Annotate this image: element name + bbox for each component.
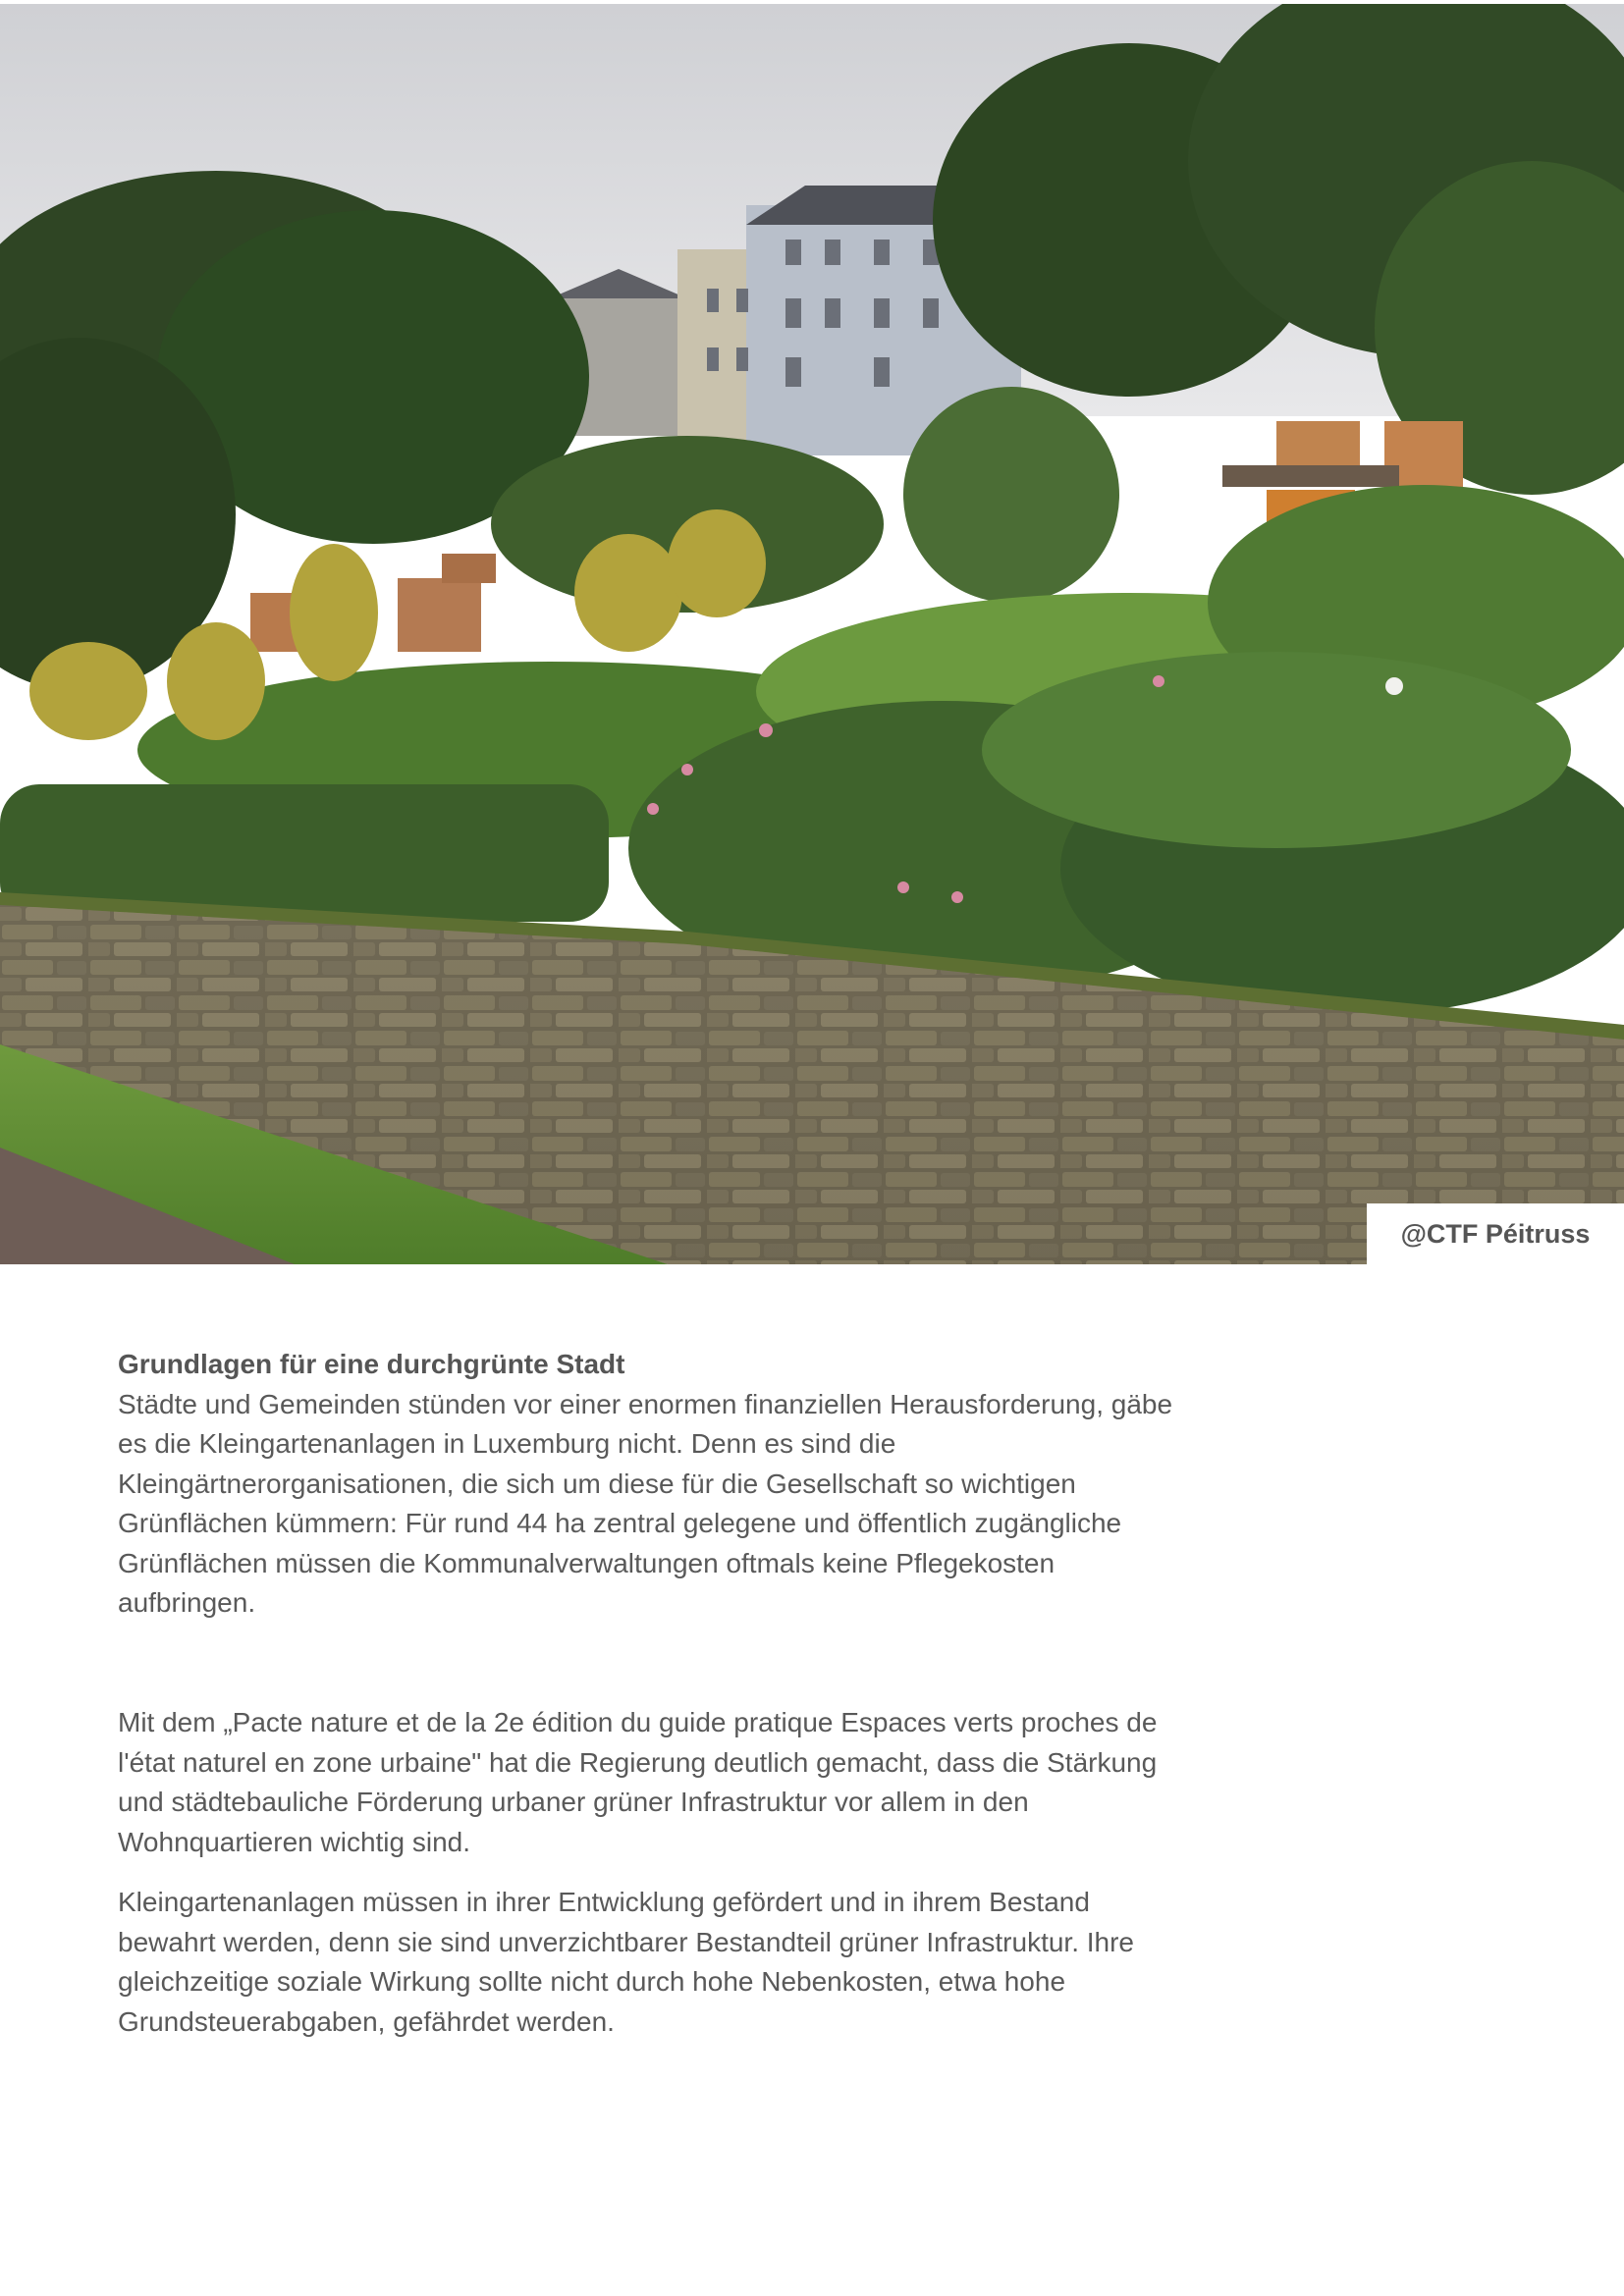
paragraph-1: Städte und Gemeinden stünden vor einer enormen finanziellen Herausforderung, gäbe es die Kleingartenanlagen in Luxemburg nicht. Denn es sind die Kleingärtnerorganisationen, die sich um diese für die Gesellschaft so wichtigen Grünflächen kümmern: Für rund 44 ha zentral gelegene und öffentlich zugängliche Grünflächen müssen die Kommunalverwaltungen oftmals keine Pflegekosten aufbringen.: [118, 1388, 1173, 1618]
article-section-2: [118, 1703, 1178, 1862]
section-heading: Grundlagen für eine durchgrünte Stadt: [118, 1349, 625, 1379]
photo-credit: @CTF Péitruss: [1367, 1203, 1624, 1264]
garden-photo: [0, 4, 1624, 1264]
paragraph-2: Mit dem „Pacte nature et de la 2e édition du guide pratique Espaces verts proches de l'état naturel en zone urbaine" hat die Regierung deutlich gemacht, dass die Stärkung und städtebauliche Förderung urbaner grüner Infrastruktur vor allem in den Wohnquartieren wichtig sind.: [118, 1707, 1158, 1857]
article-section-1: [118, 1345, 1178, 1624]
garden-photo-illustration: [0, 4, 1624, 1264]
paragraph-3: Kleingartenanlagen müssen in ihrer Entwicklung gefördert und in ihrem Bestand bewahrt werden, denn sie sind unverzichtbarer Bestandteil grüner Infrastruktur. Ihre gleichzeitige soziale Wirkung sollte nicht durch hohe Nebenkosten, etwa hohe Grundsteuerabgaben, gefährdet werden.: [118, 1887, 1135, 2037]
article-section-3: [118, 1883, 1178, 2042]
